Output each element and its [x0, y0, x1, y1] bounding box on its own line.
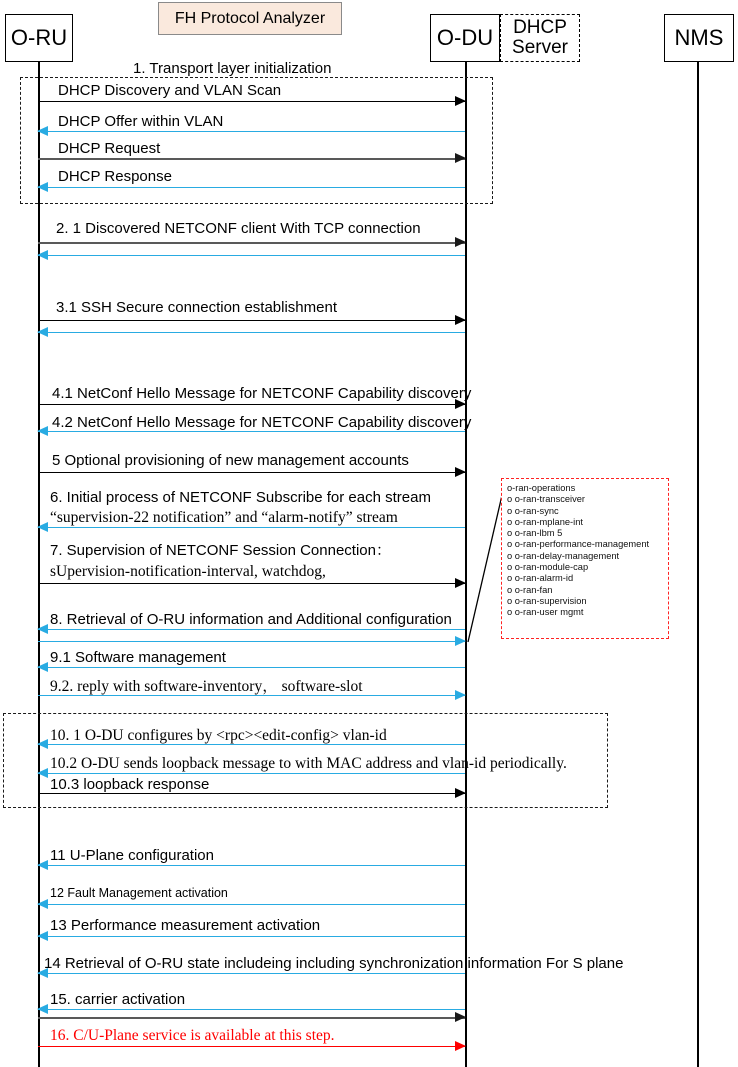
actor-nms[interactable] [664, 14, 734, 62]
label-software-inventory-reply: 9.2. reply with software-inventory， software-slot [50, 678, 363, 695]
red-note-item: o o-ran-module-cap [507, 561, 589, 572]
label-vlan-edit-config: 10. 1 O-DU configures by <rpc><edit-config> vlan-id [50, 727, 387, 744]
red-note-yang-modules [501, 478, 669, 639]
label-uplane-configuration: 11 U-Plane configuration [50, 847, 214, 864]
label-dhcp-discovery: DHCP Discovery and VLAN Scan [58, 82, 282, 99]
red-note-item: o o-ran-lbm 5 [507, 528, 563, 539]
red-note-item: o o-ran-alarm-id [507, 573, 574, 584]
red-note-item: o-ran-operations [507, 483, 576, 493]
label-ssh-establishment: 3.1 SSH Secure connection establishment [56, 299, 337, 316]
label-dhcp-response: DHCP Response [58, 168, 172, 185]
label-netconf-supervision-params: sUpervision-notification-interval, watchdog, [50, 563, 326, 580]
label-netconf-client-discovered: 2. 1 Discovered NETCONF client With TCP connection [56, 220, 421, 237]
label-oru-info-retrieval: 8. Retrieval of O-RU information and Additional configuration [50, 611, 452, 628]
label-carrier-activation: 15. carrier activation [50, 991, 186, 1008]
label-performance-measurement: 13 Performance measurement activation [50, 917, 321, 934]
lifeline-o-du [465, 62, 467, 1067]
label-netconf-subscribe-streams: “supervision-22 notification” and “alarm-notify” stream [50, 509, 398, 526]
red-note-item: o o-ran-fan [507, 584, 553, 595]
actor-o-du[interactable] [430, 14, 500, 62]
label-netconf-supervision: 7. Supervision of NETCONF Session Connection： [50, 542, 391, 559]
label-netconf-hello-req: 4.1 NetConf Hello Message for NETCONF Capability discovery [52, 385, 472, 402]
actor-o-ru[interactable] [5, 14, 73, 62]
lifeline-nms [697, 62, 699, 1067]
actor-o-ru-label: O-RU [10, 25, 68, 51]
label-oru-state-retrieval: 14 Retrieval of O-RU state includeing including synchronization information For S plane [44, 955, 624, 972]
red-note-item: o o-ran-performance-management [507, 539, 650, 550]
red-note-item: o o-ran-delay-management [507, 550, 620, 561]
label-mgmt-accounts: 5 Optional provisioning of new management accounts [52, 452, 409, 469]
label-dhcp-offer: DHCP Offer within VLAN [58, 113, 224, 130]
fragment-transport-init-label: 1. Transport layer initialization [133, 60, 332, 77]
red-note-item: o o-ran-mplane-int [507, 516, 583, 527]
note-fh-protocol-analyzer [158, 2, 342, 35]
actor-dhcp-server[interactable] [500, 14, 580, 62]
label-dhcp-request: DHCP Request [58, 140, 161, 157]
label-loopback-response: 10.3 loopback response [50, 776, 210, 793]
label-cu-plane-available: 16. C/U-Plane service is available at this step. [50, 1027, 335, 1044]
label-fault-management: 12 Fault Management activation [50, 886, 228, 900]
label-netconf-hello-resp: 4.2 NetConf Hello Message for NETCONF Capability discovery [52, 414, 472, 431]
red-note-item: o o-ran-sync [507, 505, 559, 516]
lifeline-o-ru [38, 62, 40, 1067]
red-note-item: o o-ran-user mgmt [507, 607, 584, 618]
red-note-item: o o-ran-supervision [507, 595, 587, 606]
label-netconf-subscribe: 6. Initial process of NETCONF Subscribe for each stream [50, 489, 431, 506]
red-note-item: o o-ran-transceiver [507, 494, 586, 505]
actor-nms-label: NMS [674, 25, 724, 51]
label-software-management: 9.1 Software management [50, 649, 226, 666]
actor-dhcp-server-label: DHCP Server [512, 17, 568, 58]
actor-o-du-label: O-DU [436, 25, 494, 51]
note-fh-protocol-analyzer-label: FH Protocol Analyzer [174, 9, 326, 27]
label-loopback-message: 10.2 O-DU sends loopback message to with MAC address and vlan-id periodically. [50, 755, 567, 772]
